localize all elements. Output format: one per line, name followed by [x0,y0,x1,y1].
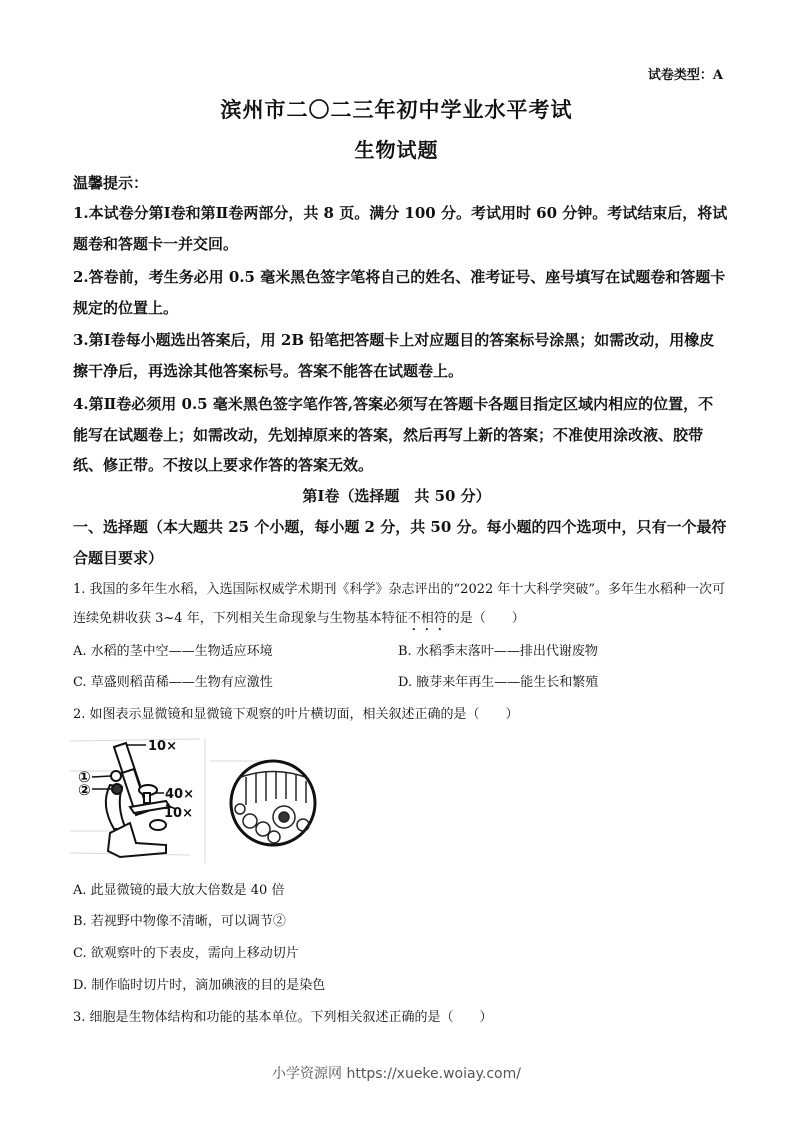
section-intro: 一、选择题（本大题共 25 个小题，每小题 2 分，共 50 分。每小题的四个选项中，只有一个最符合题目要求） [73,518,727,567]
notice-item-4: 4.第Ⅱ卷必须用 0.5 毫米黑色签字笔作答,答案必须写在答题卡各题目指定区域内相应的位置，不能写在试题卷上；如需改动，先划掉原来的答案，然后再写上新的答案；不准使用涂改液、胶带纸、修正带。不按以上要求作答的答案无效。 [73,395,714,474]
question-2-option-c: C. 欲观察叶的下表皮，需向上移动切片 [73,946,299,961]
objective-low-label: 10× [164,806,193,821]
exam-subtitle: 生物试题 [354,138,439,162]
question-2-option-b: B. 若视野中物像不清晰，可以调节② [73,914,286,929]
notice-item-2: 2.答卷前，考生务必用 0.5 毫米黑色签字笔将自己的姓名、准考证号、座号填写在试题卷和答题卡规定的位置上。 [73,268,726,317]
objective-high-label: 40× [165,787,194,802]
knob-2-label: ② [78,781,91,799]
question-1-option-a: A. 水稻的茎中空——生物适应环境 [73,644,273,659]
leaf-cross-section-view [231,761,315,845]
microscope-figure [70,733,330,865]
notice-item-3: 3.第Ⅰ卷每小题选出答案后，用 2B 铅笔把答题卡上对应题目的答案标号涂黑；如需改动，用橡皮擦干净后，再选涂其他答案标号。答案不能答在试题卷上。 [73,331,715,380]
exam-type-label: 试卷类型：A [647,68,723,83]
microscope-illustration [70,733,330,865]
question-1-option-d: D. 腋芽来年再生——能生长和繁殖 [398,675,599,690]
section-title: 第Ⅰ卷（选择题 共 50 分） [302,487,491,505]
question-1-emphasis: 不相符 [407,611,447,626]
eyepiece-label: 10× [148,739,177,754]
question-2-option-a: A. 此显微镜的最大放大倍数是 40 倍 [73,883,285,898]
question-1-option-c: C. 草盛则稻苗稀——生物有应激性 [73,675,273,690]
question-2-stem: 2. 如图表示显微镜和显微镜下观察的叶片横切面，相关叙述正确的是（ ） [73,707,519,722]
notice-item-1: 1.本试卷分第Ⅰ卷和第Ⅱ卷两部分，共 8 页。满分 100 分。考试用时 60 分钟。考试结束后，将试题卷和答题卡一并交回。 [73,204,728,253]
exam-title: 滨州市二〇二三年初中学业水平考试 [220,97,573,122]
question-1-stem: 1. 我国的多年生水稻，入选国际权威学术期刊《科学》杂志评出的“2022 年十大科学突破”。多年生水稻种一次可连续免耕收获 3~4 年，下列相关生命现象与生物基本特征不相符的是（ ） [73,582,726,626]
question-1-option-b: B. 水稻季末落叶——排出代谢废物 [398,644,598,659]
footer-watermark: 小学资源网 https://xueke.woiay.com/ [272,1066,521,1082]
question-2-option-d: D. 制作临时切片时，滴加碘液的目的是染色 [73,978,326,993]
question-3-stem: 3. 细胞是生物体结构和功能的基本单位。下列相关叙述正确的是（ ） [73,1010,493,1025]
notice-heading: 温馨提示： [73,174,149,192]
knob-1-label: ① [78,768,91,786]
microscope-icon [106,743,170,857]
